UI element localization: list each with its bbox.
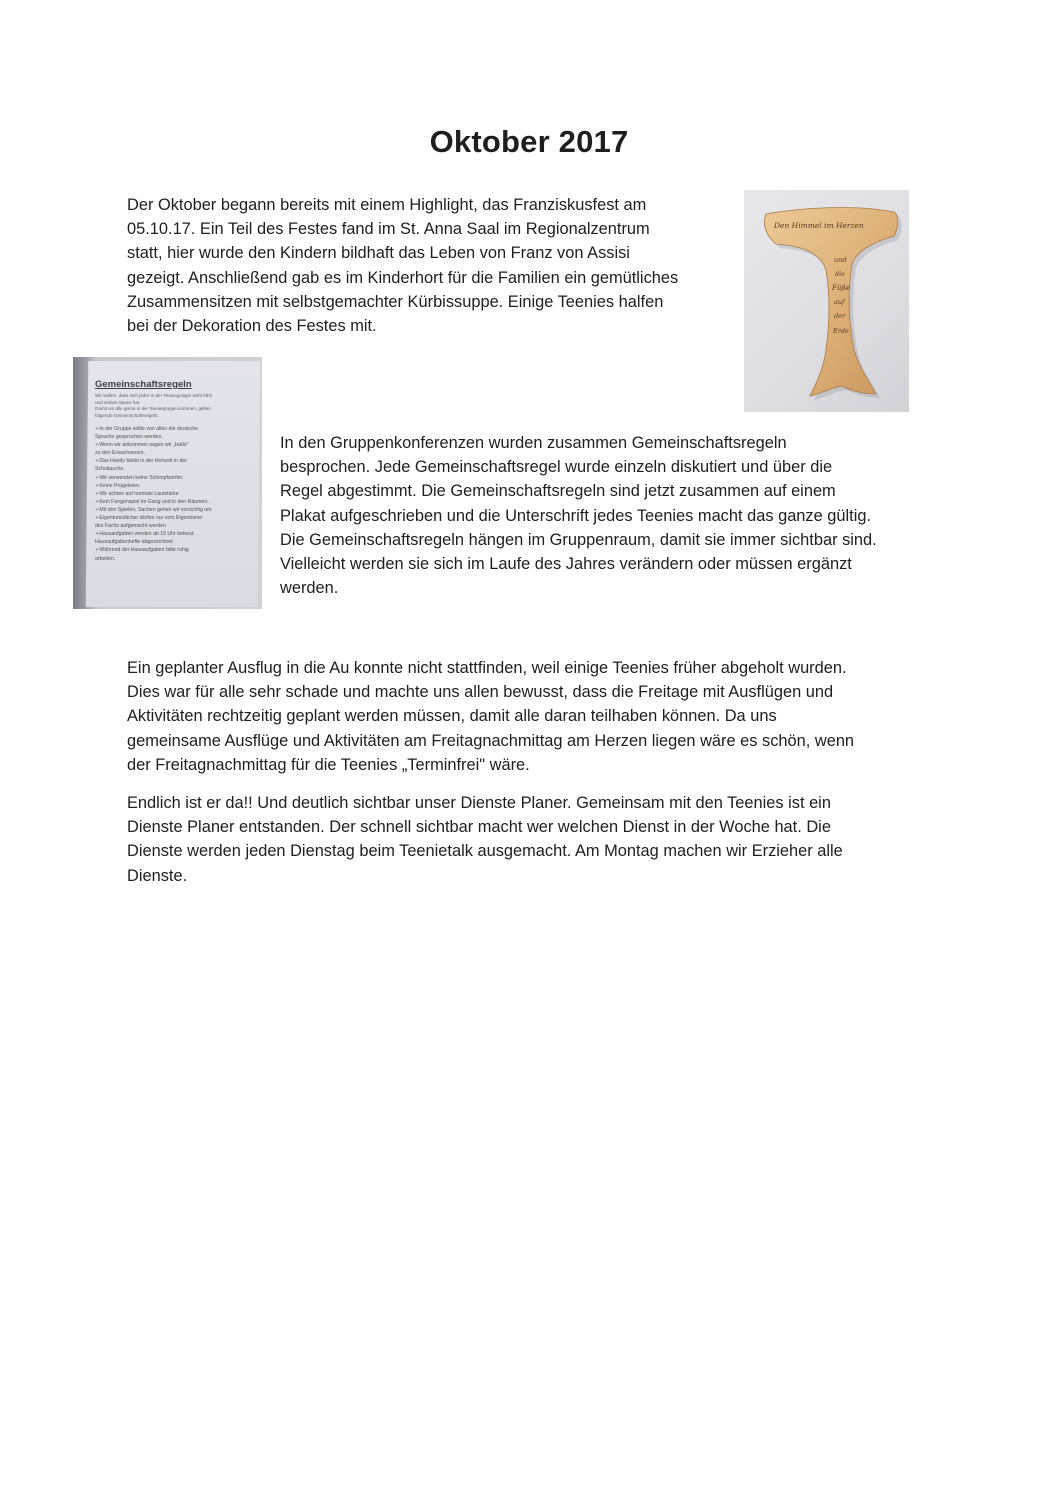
rules-poster-item: ➢Hausaufgaben werden ab 15 Uhr betreut. Hausaufgabenhefte abgezeichnet.	[95, 531, 195, 546]
rules-poster-title: Gemeinschaftsregeln	[95, 379, 192, 390]
rules-poster-item: ➢Wir achten auf normale Lautstärke	[95, 490, 179, 497]
rules-poster-item: ➢Während der Hausaufgaben bitte ruhig arbeiten.	[95, 547, 189, 562]
rules-poster-item: ➢Keine Prügeleien.	[95, 482, 141, 489]
rules-poster-item: ➢Eigentumsfächer dürfen nur vom Eigentümer des Fachs aufgemacht werden	[95, 515, 203, 530]
rules-poster-intro: Wir wollen, dass sich jeder in der Teeniegruppe wohl fühlt und seinen Spass hat. Damit wir alle gerne in die Teeniegruppe kommen, gelten folgende Gemeinschaftsregeln:	[95, 393, 212, 418]
paragraph-gemeinschaftsregeln: In den Gruppenkonferenzen wurden zusammen Gemeinschaftsregeln besprochen. Jede Gemeinschaftsregel wurde einzeln diskutiert und über die Regel abgestimmt. Die Gemeinschaftsregeln sind jetzt zusammen auf einem Plakat aufgeschrieben und die Unterschrift jedes Teenies macht das ganze gültig. Die Gemeinschaftsregeln hängen im Gruppenraum, damit sie immer sichtbar sind. Vielleicht werden sie sich im Laufe des Jahres verändern oder müssen ergänzt werden.	[280, 434, 877, 598]
rules-poster-item: ➢Mit den Spielen, Sachen gehen wir vorsichtig um	[95, 506, 212, 513]
carved-text-line-2: und	[834, 256, 847, 264]
carved-text-line-4: Füße	[832, 284, 851, 292]
rules-poster-item: ➢Wenn wir ankommen sagen wir „Hallo" zu den Erwachsenen.	[95, 442, 189, 457]
rules-poster-item: ➢Das Handy bleibt in der Hortzeit in der Schultasche.	[95, 458, 187, 473]
rules-poster-list	[95, 425, 253, 563]
page-title: Oktober 2017	[429, 124, 629, 159]
rules-poster-item: ➢Kein Fangenspiel im Gang und in den Räumen.	[95, 498, 209, 505]
tau-cross-illustration	[744, 190, 909, 412]
carved-text-line-3: die	[835, 270, 846, 278]
rules-poster-item: ➢Wir verwenden keine Schimpfwörter.	[95, 474, 184, 481]
paragraph-dienste-planer: Endlich ist er da!! Und deutlich sichtbar unser Dienste Planer. Gemeinsam mit den Teenies ist ein Dienste Planer entstanden. Der schnell sichtbar macht wer welchen Dienst in der Woche hat. Die Dienste werden jeden Dienstag beim Teenietalk ausgemacht. Am Montag machen wir Erzieher alle Dienste.	[127, 794, 843, 885]
carved-text-line-1: Den Himmel im Herzen	[774, 221, 864, 230]
rules-poster-item: ➢In der Gruppe sollte von allen die deutsche Sprache gesprochen werden.	[95, 426, 198, 441]
rules-poster-photo	[73, 357, 262, 609]
paragraph-ausflug: Ein geplanter Ausflug in die Au konnte nicht stattfinden, weil einige Teenies früher abgeholt wurden. Dies war für alle sehr schade und machte uns allen bewusst, dass die Freitage mit Ausflügen und Aktivitäten rechtzeitig geplant werden müssen, damit alle daran teilhaben können. Da uns gemeinsame Ausflüge und Aktivitäten am Freitagnachmittag am Herzen liegen wäre es schön, wenn der Freitagnachmittag für die Teenies „Terminfrei" wäre.	[127, 659, 855, 774]
carved-text-line-7: Erde	[833, 327, 849, 335]
tau-cross-photo	[744, 190, 909, 412]
paragraph-franziskusfest: Der Oktober begann bereits mit einem Highlight, das Franziskusfest am 05.10.17. Ein Teil des Festes fand im St. Anna Saal im Regionalzentrum statt, hier wurde den Kindern bildhaft das Leben von Franz von Assisi gezeigt. Anschließend gab es im Kinderhort für die Familien ein gemütliches Zusammensitzen mit selbstgemachter Kürbissuppe. Einige Teenies halfen bei der Dekoration des Festes mit.	[127, 196, 679, 336]
carved-text-line-6: der	[834, 312, 846, 320]
carved-text-line-5: auf	[834, 298, 845, 306]
